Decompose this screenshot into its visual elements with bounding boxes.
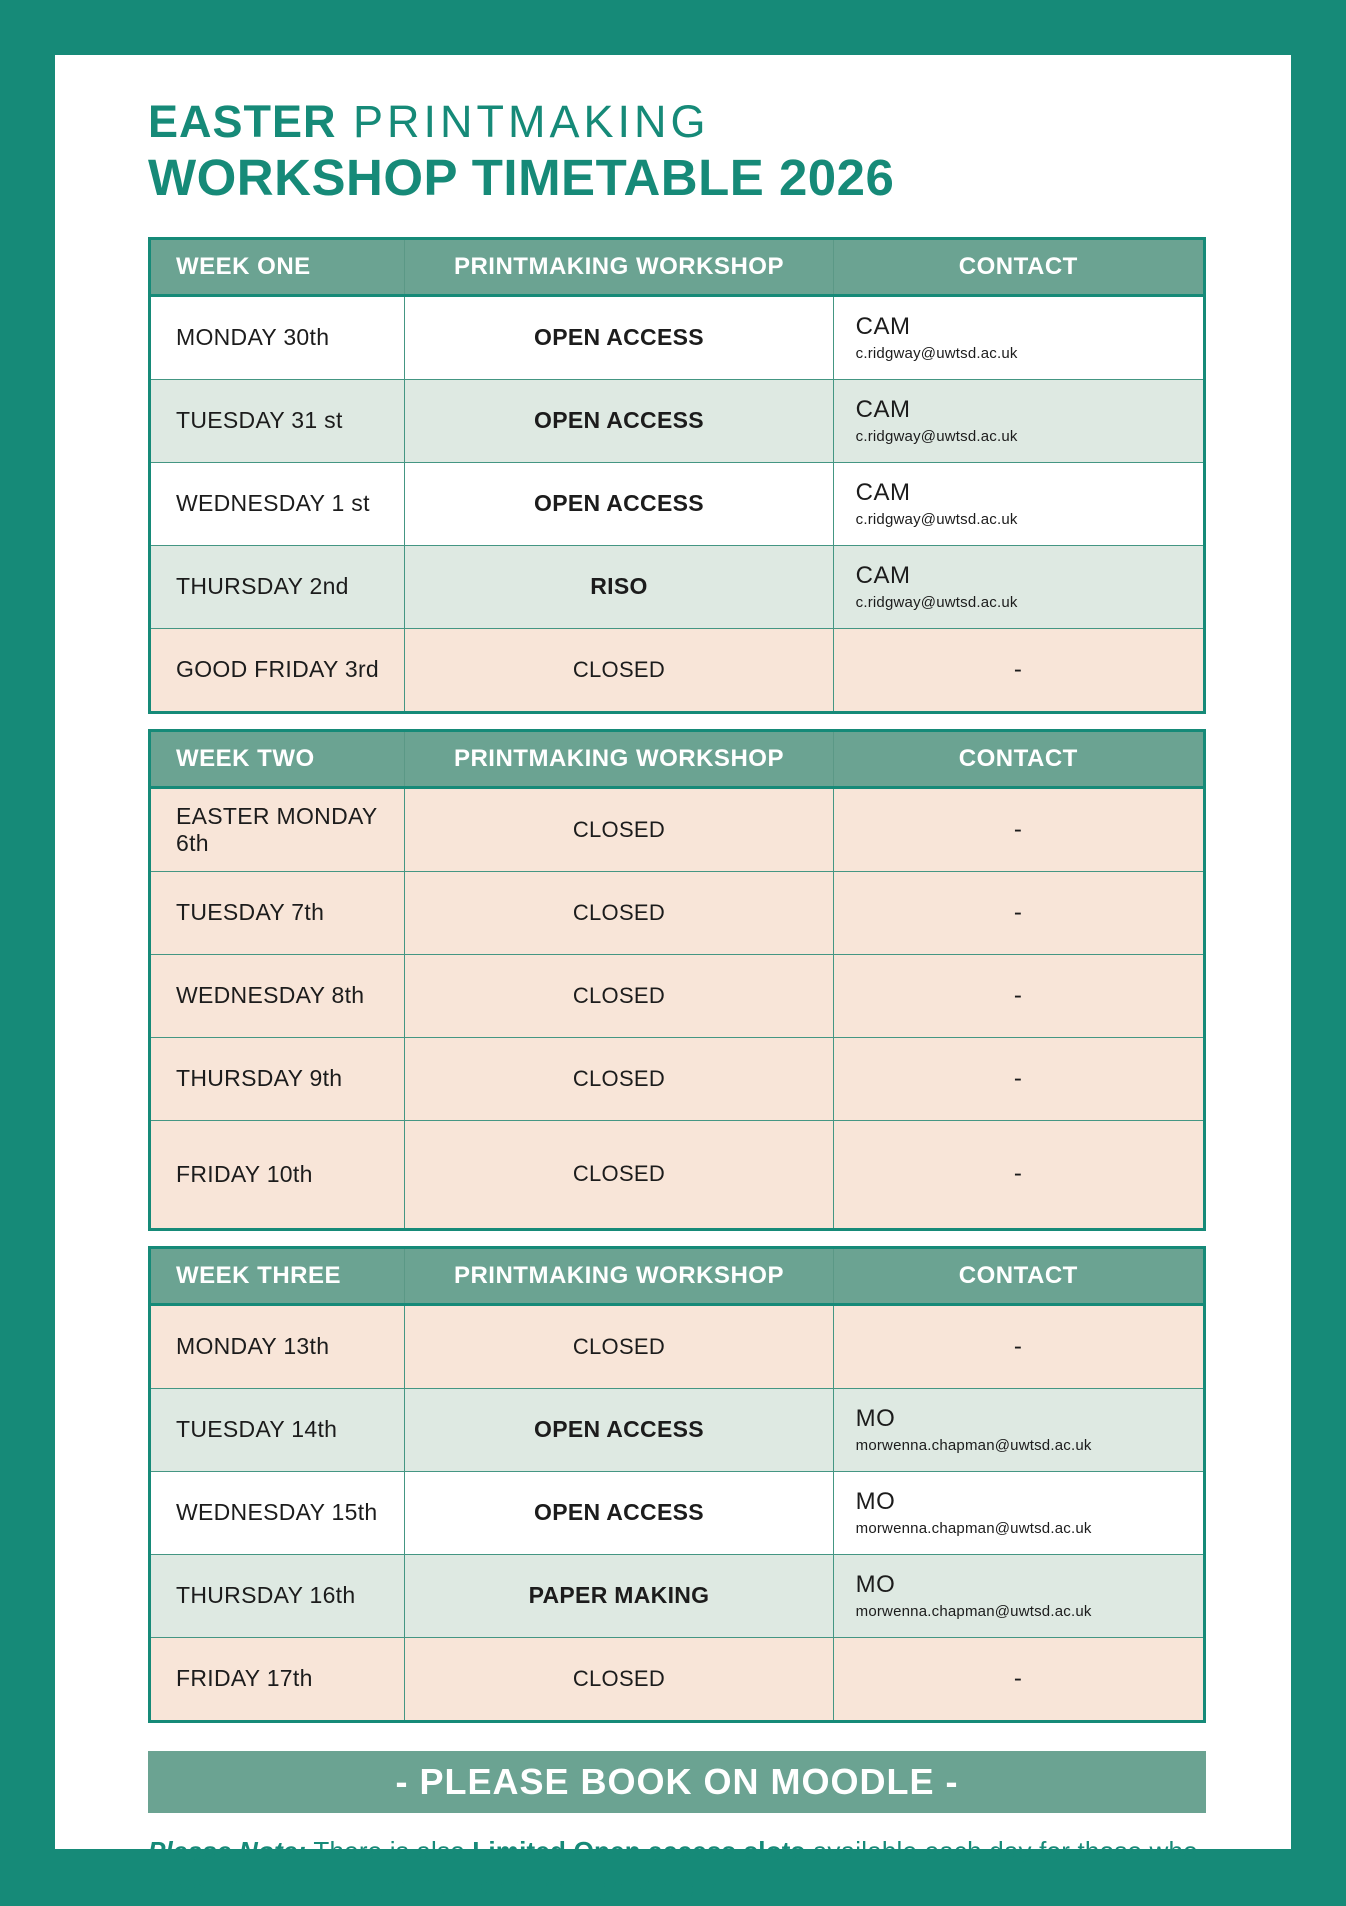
workshop-cell: CLOSED <box>405 954 833 1037</box>
table-row <box>150 1388 1205 1471</box>
contact-name: MO <box>856 1571 1202 1599</box>
table-row <box>150 871 1205 954</box>
workshop-column-header: PRINTMAKING WORKSHOP <box>405 238 833 295</box>
contact-column-header: CONTACT <box>833 238 1204 295</box>
workshop-cell: CLOSED <box>405 787 833 871</box>
workshop-column-header: PRINTMAKING WORKSHOP <box>405 1247 833 1304</box>
table-row <box>150 295 1205 379</box>
day-cell: TUESDAY 14th <box>150 1388 405 1471</box>
day-cell: THURSDAY 2nd <box>150 545 405 628</box>
table-row <box>150 462 1205 545</box>
week-two-label: WEEK TWO <box>150 730 405 787</box>
table-row <box>150 1037 1205 1120</box>
week-two-table <box>148 729 1206 1231</box>
contact-column-header: CONTACT <box>833 730 1204 787</box>
contact-cell: - <box>833 787 1204 871</box>
contact-cell: - <box>833 1037 1204 1120</box>
day-cell: THURSDAY 9th <box>150 1037 405 1120</box>
note-highlight: Limited Open access slots <box>472 1836 805 1866</box>
note-text-2: available each day for those who have had an induction. Available through Moodle. <box>148 1836 1198 1903</box>
day-cell: WEDNESDAY 8th <box>150 954 405 1037</box>
workshop-cell: CLOSED <box>405 1120 833 1229</box>
workshop-cell: CLOSED <box>405 871 833 954</box>
workshop-cell: OPEN ACCESS <box>405 295 833 379</box>
table-row <box>150 1471 1205 1554</box>
workshop-cell: OPEN ACCESS <box>405 462 833 545</box>
contact-name: MO <box>856 1488 1202 1516</box>
table-row <box>150 954 1205 1037</box>
contact-email: morwenna.chapman@uwtsd.ac.uk <box>856 1437 1202 1454</box>
workshop-column-header: PRINTMAKING WORKSHOP <box>405 730 833 787</box>
day-cell: THURSDAY 16th <box>150 1554 405 1637</box>
week-three-table <box>148 1246 1206 1723</box>
book-on-moodle-banner: - PLEASE BOOK ON MOODLE - <box>148 1751 1206 1813</box>
note-lead: Please Note: <box>148 1836 306 1866</box>
week-one-table <box>148 237 1206 714</box>
poster-content <box>148 97 1206 1906</box>
workshop-cell: CLOSED <box>405 1304 833 1388</box>
contact-name: CAM <box>856 562 1202 590</box>
contact-cell <box>833 1388 1204 1471</box>
week-two-header-row <box>150 730 1205 787</box>
day-cell: TUESDAY 7th <box>150 871 405 954</box>
contact-email: morwenna.chapman@uwtsd.ac.uk <box>856 1520 1202 1537</box>
contact-cell <box>833 462 1204 545</box>
note-text-1: There is also <box>306 1836 472 1866</box>
day-cell: MONDAY 30th <box>150 295 405 379</box>
workshop-cell: OPEN ACCESS <box>405 1471 833 1554</box>
contact-cell: - <box>833 1304 1204 1388</box>
workshop-cell: RISO <box>405 545 833 628</box>
table-row <box>150 545 1205 628</box>
contact-email: c.ridgway@uwtsd.ac.uk <box>856 345 1202 362</box>
contact-email: c.ridgway@uwtsd.ac.uk <box>856 594 1202 611</box>
contact-cell: - <box>833 1120 1204 1229</box>
day-cell: WEDNESDAY 15th <box>150 1471 405 1554</box>
title-printmaking: PRINTMAKING <box>337 96 710 147</box>
table-row <box>150 1120 1205 1229</box>
table-row <box>150 1637 1205 1721</box>
contact-cell: - <box>833 628 1204 712</box>
day-cell: GOOD FRIDAY 3rd <box>150 628 405 712</box>
contact-cell: - <box>833 1637 1204 1721</box>
contact-cell <box>833 1471 1204 1554</box>
day-cell: FRIDAY 17th <box>150 1637 405 1721</box>
contact-cell <box>833 545 1204 628</box>
contact-cell: - <box>833 954 1204 1037</box>
week-one-header-row <box>150 238 1205 295</box>
week-three-header-row <box>150 1247 1205 1304</box>
table-row <box>150 628 1205 712</box>
week-one-label: WEEK ONE <box>150 238 405 295</box>
contact-column-header: CONTACT <box>833 1247 1204 1304</box>
table-row <box>150 1554 1205 1637</box>
title-easter: EASTER <box>148 96 337 147</box>
workshop-cell: CLOSED <box>405 628 833 712</box>
title-line-2: WORKSHOP TIMETABLE 2026 <box>148 149 1206 206</box>
title-line-1 <box>148 97 1206 147</box>
contact-email: morwenna.chapman@uwtsd.ac.uk <box>856 1603 1202 1620</box>
day-cell: TUESDAY 31 st <box>150 379 405 462</box>
workshop-cell: OPEN ACCESS <box>405 379 833 462</box>
day-cell: WEDNESDAY 1 st <box>150 462 405 545</box>
day-cell: EASTER MONDAY 6th <box>150 787 405 871</box>
contact-name: CAM <box>856 479 1202 507</box>
please-note-text <box>148 1833 1206 1906</box>
page-title <box>148 97 1206 207</box>
contact-cell <box>833 295 1204 379</box>
day-cell: FRIDAY 10th <box>150 1120 405 1229</box>
contact-name: MO <box>856 1405 1202 1433</box>
table-row <box>150 379 1205 462</box>
workshop-cell: PAPER MAKING <box>405 1554 833 1637</box>
contact-cell: - <box>833 871 1204 954</box>
contact-cell <box>833 1554 1204 1637</box>
day-cell: MONDAY 13th <box>150 1304 405 1388</box>
contact-email: c.ridgway@uwtsd.ac.uk <box>856 511 1202 528</box>
workshop-cell: CLOSED <box>405 1037 833 1120</box>
contact-email: c.ridgway@uwtsd.ac.uk <box>856 428 1202 445</box>
poster-page <box>55 55 1291 1849</box>
workshop-cell: OPEN ACCESS <box>405 1388 833 1471</box>
contact-name: CAM <box>856 396 1202 424</box>
contact-name: CAM <box>856 313 1202 341</box>
contact-cell <box>833 379 1204 462</box>
workshop-cell: CLOSED <box>405 1637 833 1721</box>
table-row <box>150 1304 1205 1388</box>
week-three-label: WEEK THREE <box>150 1247 405 1304</box>
table-row <box>150 787 1205 871</box>
